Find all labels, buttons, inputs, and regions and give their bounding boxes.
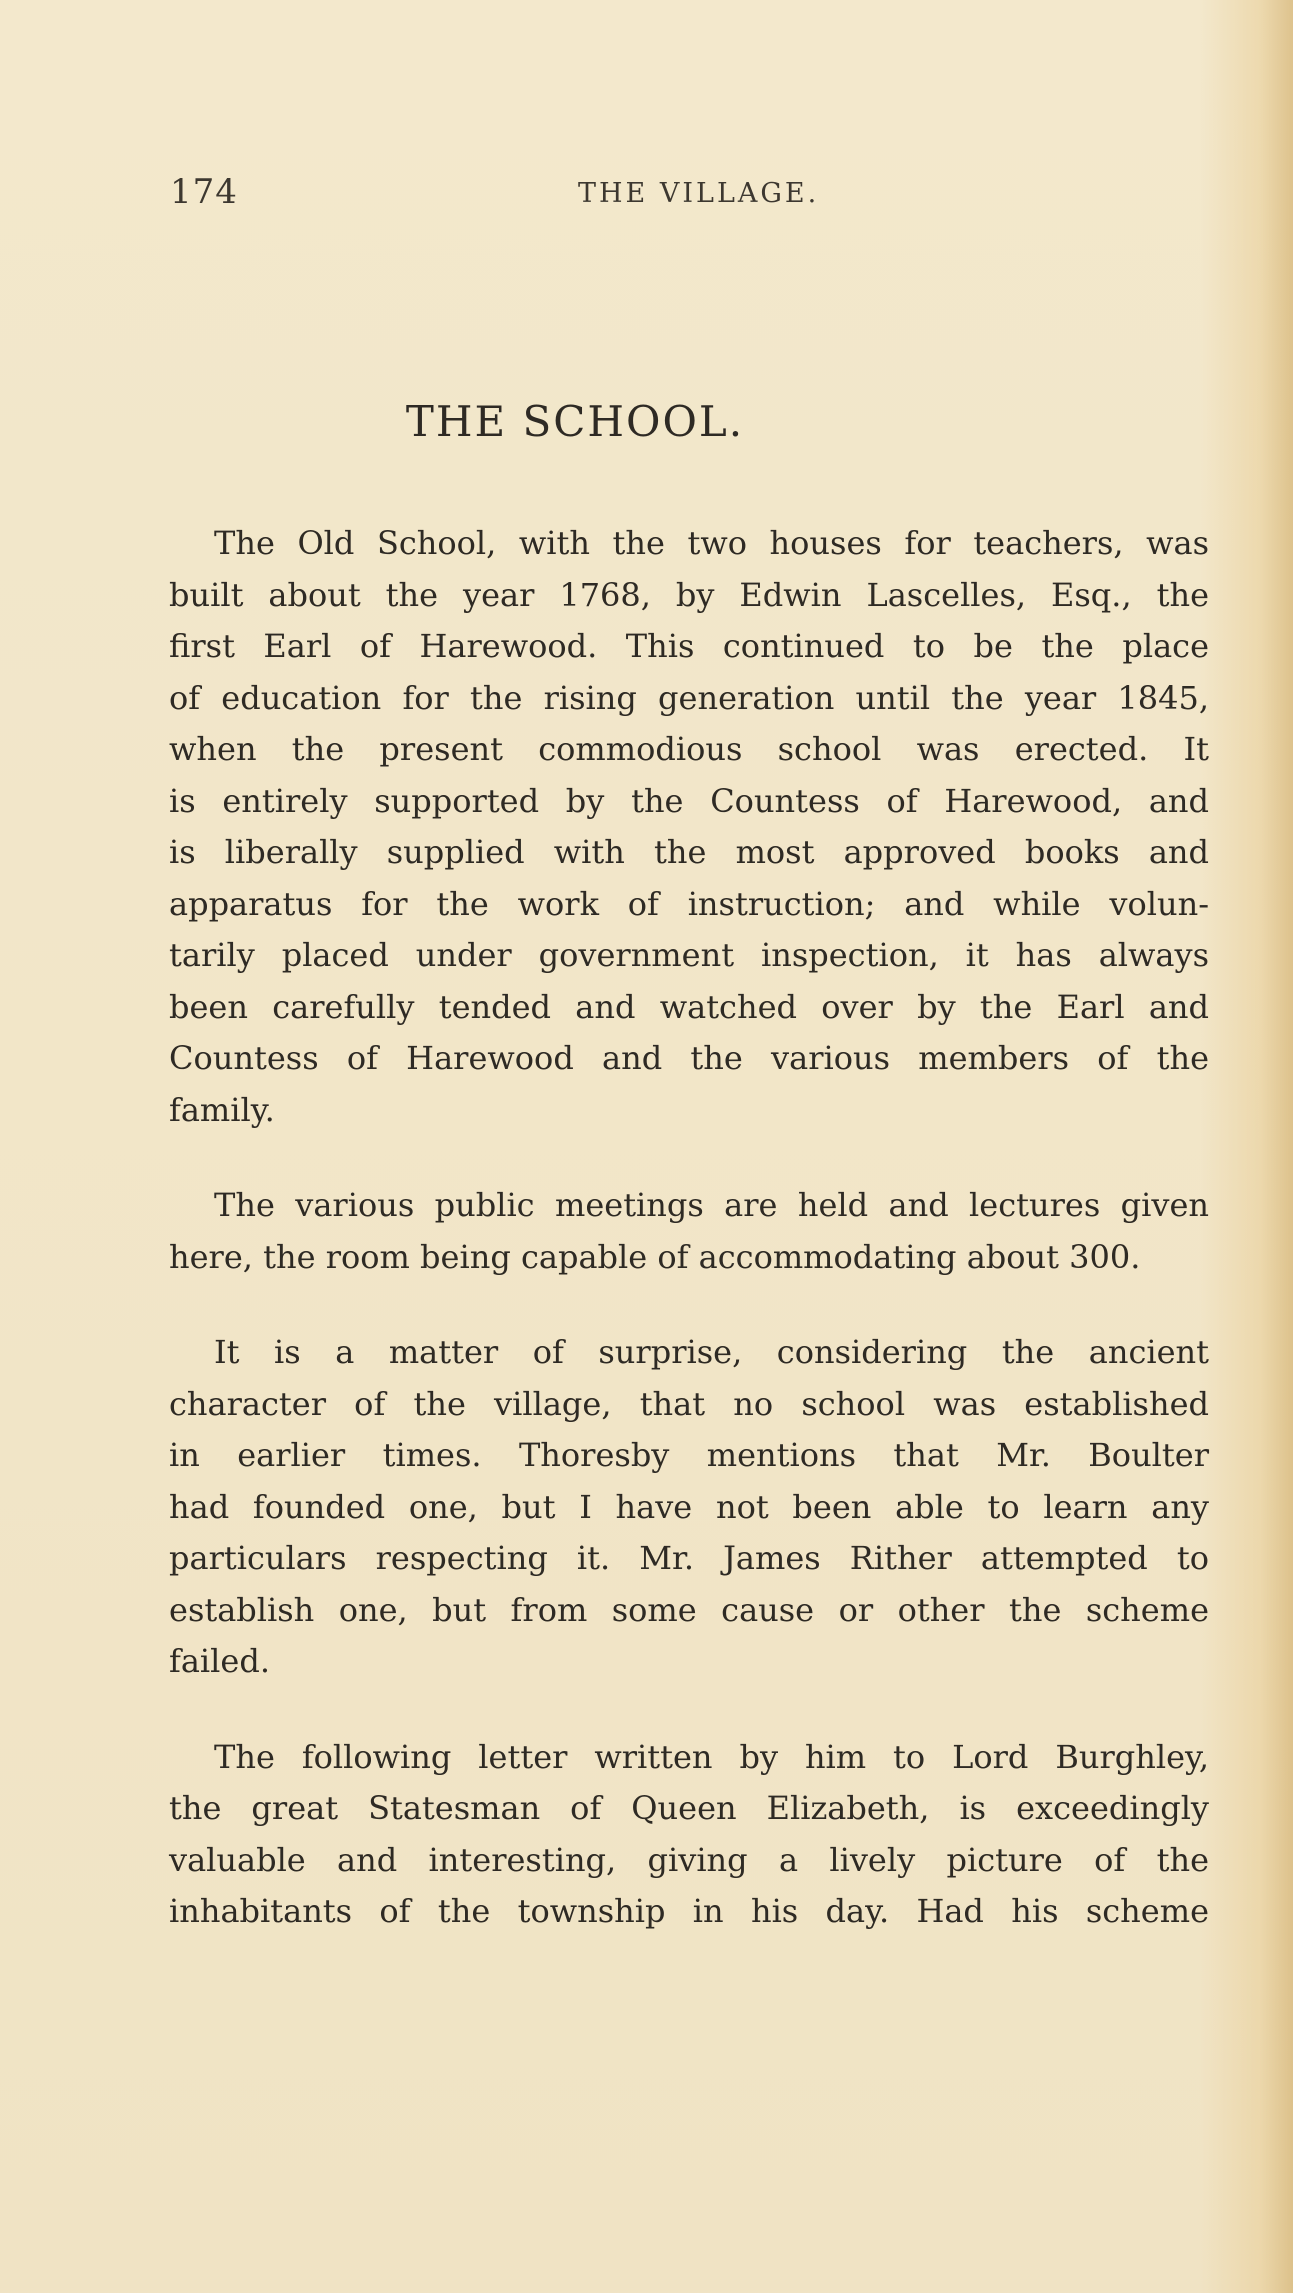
text-line: in earlier times. Thoresby mentions that Mr. Boulter bbox=[169, 1436, 1209, 1474]
text-line: Countess of Harewood and the various members of the bbox=[169, 1039, 1209, 1077]
text-line: is entirely supported by the Countess of Harewood, and bbox=[169, 781, 1209, 820]
running-head bbox=[170, 172, 1170, 222]
text-line: tarily placed under government inspection, it has always bbox=[169, 936, 1209, 974]
text-line: apparatus for the work of instruction; and while volun- bbox=[169, 884, 1209, 923]
page-number: 174 bbox=[170, 172, 238, 212]
text-line: character of the village, that no school was established bbox=[169, 1384, 1209, 1423]
text-line: particulars respecting it. Mr. James Rither attempted to bbox=[169, 1539, 1209, 1577]
text-line: The Old School, with the two houses for teachers, was bbox=[214, 524, 1209, 562]
paragraph-4 bbox=[169, 1732, 1209, 1938]
text-line: of education for the rising generation until the year 1845, bbox=[169, 678, 1209, 717]
text-line: is liberally supplied with the most approved books and bbox=[169, 833, 1209, 871]
text-line: inhabitants of the township in his day. Had his scheme bbox=[169, 1892, 1209, 1930]
section-title: THE SCHOOL. bbox=[405, 397, 745, 446]
paragraph-gap bbox=[169, 1688, 1209, 1732]
text-line: The following letter written by him to Lord Burghley, bbox=[214, 1737, 1209, 1776]
text-line: built about the year 1768, by Edwin Lascelles, Esq., the bbox=[169, 575, 1209, 614]
running-title: THE VILLAGE. bbox=[578, 178, 820, 209]
text-line: establish one, but from some cause or other the scheme bbox=[169, 1590, 1209, 1629]
text-line: The various public meetings are held and lectures given bbox=[214, 1186, 1209, 1224]
text-line: failed. bbox=[169, 1642, 270, 1680]
paragraph-1 bbox=[169, 518, 1209, 1136]
text-line: first Earl of Harewood. This continued to be the place bbox=[169, 627, 1209, 665]
paragraph-gap bbox=[169, 1136, 1209, 1180]
text-line: had founded one, but I have not been able to learn any bbox=[169, 1487, 1209, 1526]
text-line: family. bbox=[169, 1090, 275, 1129]
paragraph-3 bbox=[169, 1327, 1209, 1688]
text-line: been carefully tended and watched over by the Earl and bbox=[169, 987, 1209, 1026]
text-line: the great Statesman of Queen Elizabeth, is exceedingly bbox=[169, 1789, 1209, 1827]
text-line: here, the room being capable of accommodating about 300. bbox=[169, 1237, 1141, 1276]
text-line: when the present commodious school was erected. It bbox=[169, 730, 1209, 768]
body-text bbox=[169, 518, 1209, 1938]
paragraph-gap bbox=[169, 1283, 1209, 1327]
paragraph-2 bbox=[169, 1180, 1209, 1283]
text-line: It is a matter of surprise, considering the ancient bbox=[214, 1333, 1209, 1371]
text-line: valuable and interesting, giving a lively picture of the bbox=[169, 1840, 1209, 1879]
